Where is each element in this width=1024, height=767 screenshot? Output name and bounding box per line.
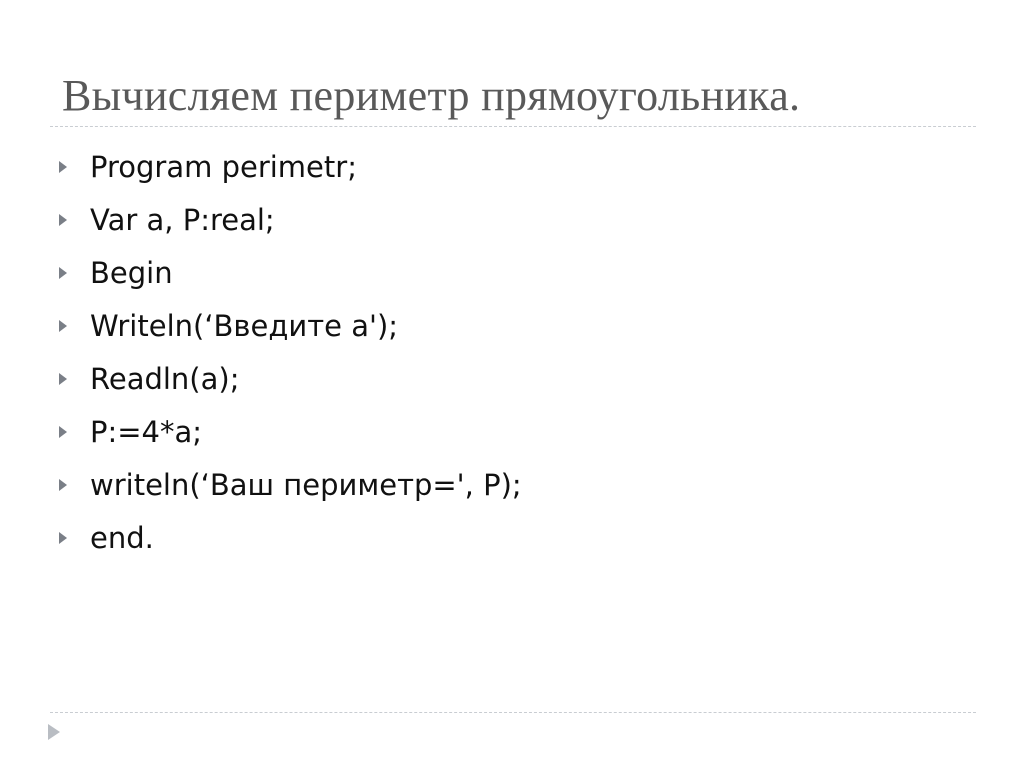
bullet-text: Writeln(‘Введите a'); [90,308,399,343]
bullet-item [58,511,522,564]
slide-title: Вычисляем периметр прямоугольника. [62,71,801,120]
bullet-text: Program perimetr; [90,149,357,184]
triangle-right-icon [58,478,90,492]
bullet-text: Begin [90,255,173,290]
triangle-right-icon [58,531,90,545]
triangle-right-icon [58,372,90,386]
bullet-text: Var a, P:real; [90,202,275,237]
triangle-right-icon [58,213,90,227]
triangle-right-icon [58,266,90,280]
bullet-item [58,352,522,405]
bullet-item [58,458,522,511]
triangle-right-icon [46,722,62,747]
bullet-text: Readln(a); [90,361,240,396]
bullet-text: writeln(‘Ваш периметр=', P); [90,467,522,502]
bullet-text: end. [90,520,154,555]
bullet-item [58,299,522,352]
footer-divider [50,712,976,713]
bullet-text: P:=4*a; [90,414,203,449]
bullet-item [58,193,522,246]
bullet-item [58,140,522,193]
bullet-item [58,405,522,458]
code-bullet-list [58,140,522,564]
title-divider [50,126,976,127]
triangle-right-icon [58,160,90,174]
triangle-right-icon [58,425,90,439]
triangle-right-icon [58,319,90,333]
bullet-item [58,246,522,299]
